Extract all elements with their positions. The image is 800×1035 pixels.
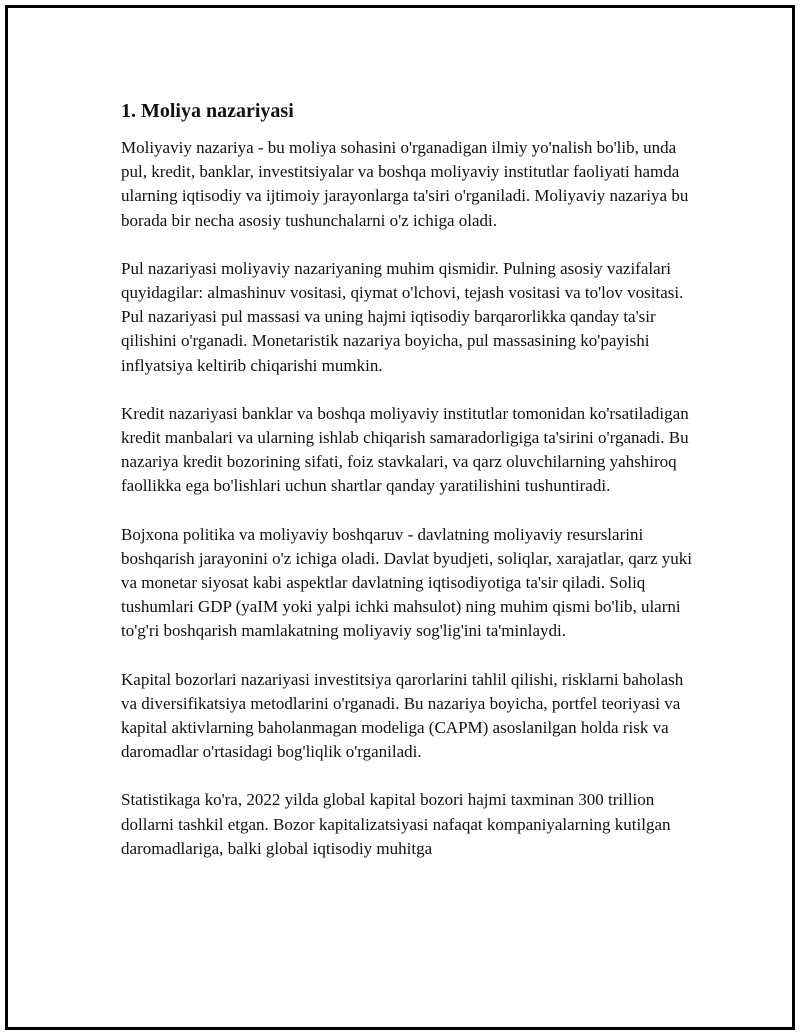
- paragraph-statistics: Statistikaga ko'ra, 2022 yilda global kapital bozori hajmi taxminan 300 trillion dollarni tashkil etgan. Bozor kapitalizatsiyasi nafaqat kompaniyalarning kutilgan daromadlariga, balki global iqtisodiy muhitga: [121, 790, 671, 858]
- paragraph-financial-theory: Moliyaviy nazariya - bu moliya sohasini o'rganadigan ilmiy yo'nalish bo'lib, unda pul, kredit, banklar, investitsiyalar va boshqa moliyaviy institutlar faoliyati hamda ularning iqtisodiy va ijtimoiy jarayonlarga ta'siri o'rganiladi. Moliyaviy nazariya bu borada bir necha asosiy tushunchalarni o'z ichiga oladi.: [121, 138, 689, 230]
- paragraph-money-theory: Pul nazariyasi moliyaviy nazariyaning muhim qismidir. Pulning asosiy vazifalari quyidagilar: almashinuv vositasi, qiymat o'lchovi, tejash vositasi va to'lov vositasi. Pul nazariyasi pul massasi va uning hajmi iqtisodiy barqarorlikka qanday ta'sir qilishini o'rganadi. Monetaristik nazariya boyicha, pul massasining ko'payishi inflyatsiya keltirib chiqarishi mumkin.: [121, 258, 684, 375]
- paragraph-fiscal-management: Bojxona politika va moliyaviy boshqaruv - davlatning moliyaviy resurslarini boshqarish jarayonini o'z ichiga oladi. Davlat byudjeti, soliqlar, xarajatlar, qarz yuki va monetar siyosat kabi aspektlar davlatning iqtisodiyotiga ta'sir qiladi. Soliq tushumlari GDP (yaIM yoki yalpi ichki mahsulot) ning muhim qismi bo'lib, ularni to'g'ri boshqarish mamlakatning moliyaviy sog'lig'ini ta'minlaydi.: [121, 524, 693, 641]
- paragraph-capital-markets: Kapital bozorlari nazariyasi investitsiya qarorlarini tahlil qilishi, risklarni baholash va diversifikatsiya metodlarini o'rganadi. Bu nazariya boyicha, portfel teoriyasi va kapital aktivlarning baholanmagan modeliga (CAPM) asoslanilgan holda risk va daromadlar o'rtasidagi bog'liqlik o'rganiladi.: [121, 669, 684, 762]
- section-heading: 1. Moliya nazariyasi: [121, 100, 294, 122]
- document-page: [5, 5, 795, 1030]
- document-content: [121, 98, 701, 885]
- paragraph-credit-theory: Kredit nazariyasi banklar va boshqa moliyaviy institutlar tomonidan ko'rsatiladigan kredit manbalari va ularning ishlab chiqarish samaradorligiga ta'sirini o'rganadi. Bu nazariya kredit bozorining sifati, foiz stavkalari, va qarz oluvchilarning yahshiroq faollikka ega bo'lishlari uchun shartlar qanday yaratilishini tushuntiradi.: [121, 403, 689, 496]
